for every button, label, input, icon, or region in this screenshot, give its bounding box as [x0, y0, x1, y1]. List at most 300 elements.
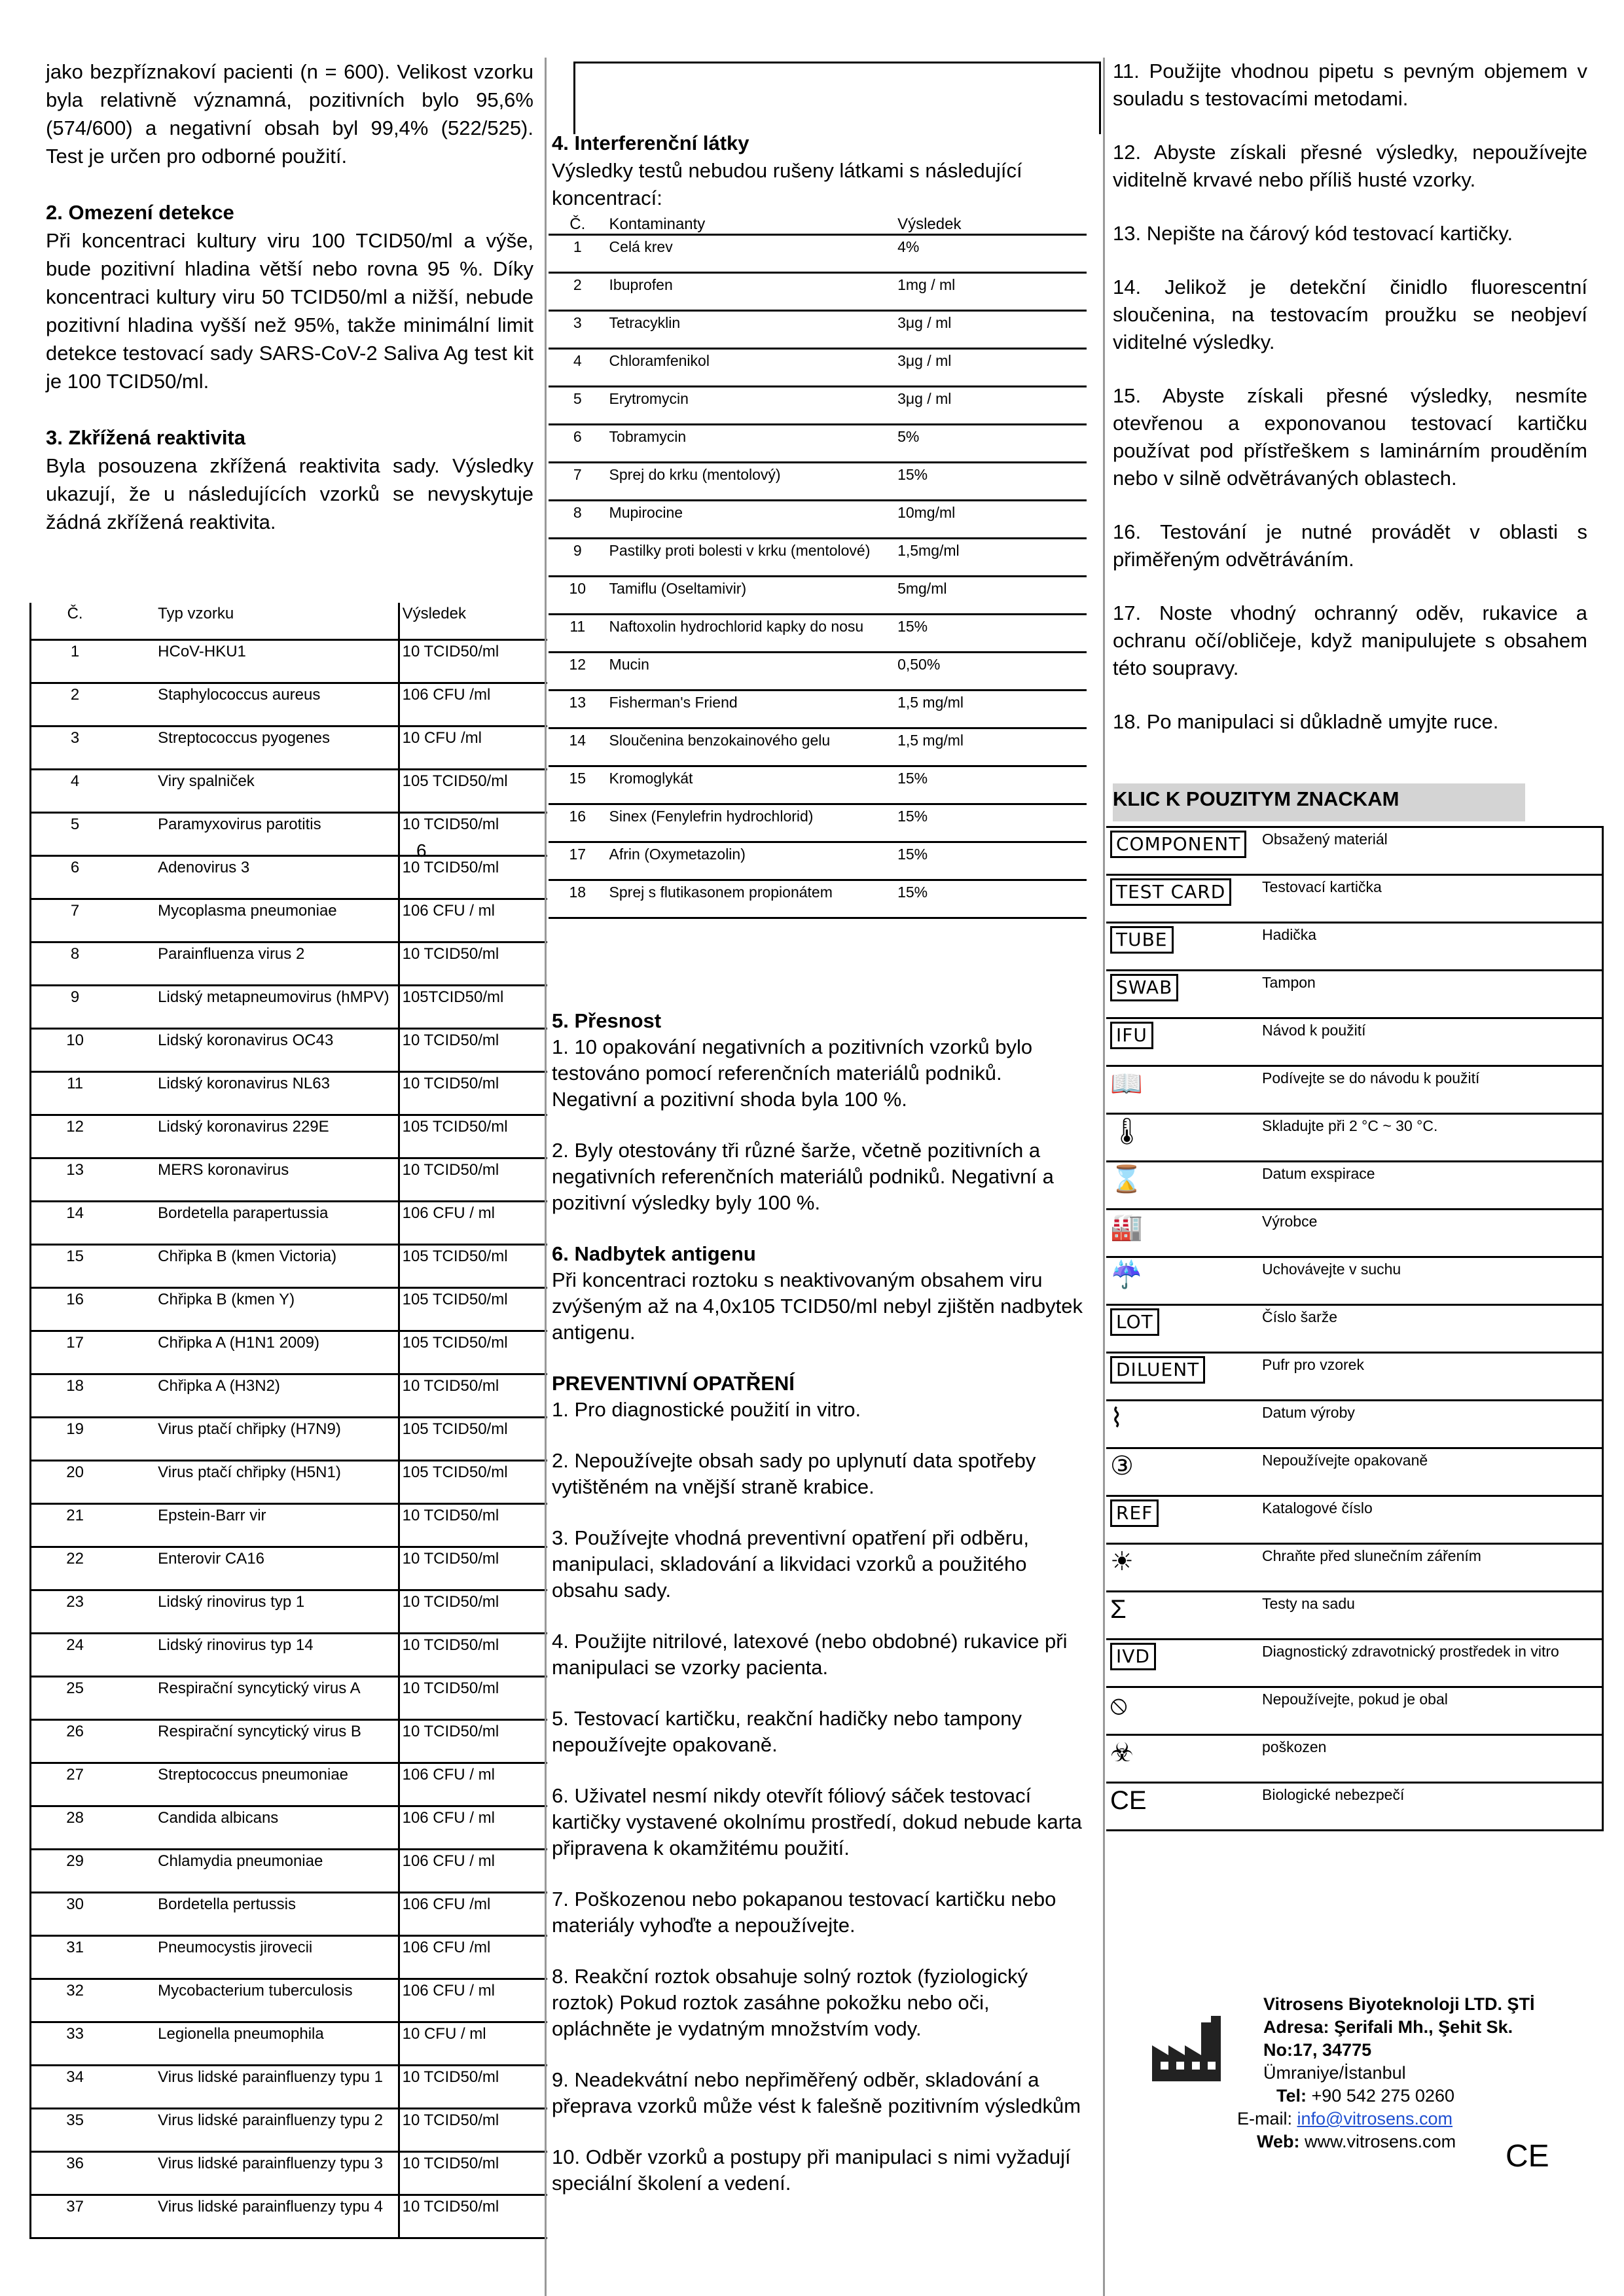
symbol-description: Katalogové číslo: [1258, 1496, 1603, 1544]
table-cell: Pastilky proti bolesti v krku (mentolové): [607, 538, 895, 576]
symbol-row: [1106, 1735, 1603, 1783]
table-row: [31, 1115, 548, 1158]
table-cell: 4: [549, 348, 607, 386]
symbol-cell: [1106, 1114, 1258, 1162]
table-cell: 15: [31, 1244, 156, 1287]
precaution-item: 6. Uživatel nesmí nikdy otevřít fóliový sáček testovací kartičky vystavené okolnímu prostředí, dokud nebude karta připravena k okamžitému použití.: [552, 1784, 1082, 1859]
table-row: [31, 1158, 548, 1201]
table-cell: Adenovirus 3: [155, 855, 399, 899]
table-row: [549, 728, 1087, 766]
table-cell: Parainfluenza virus 2: [155, 942, 399, 985]
table-cell: 31: [31, 1935, 156, 1979]
precaution-item: 3. Používejte vhodná preventivní opatření při odběru, manipulaci, skladování a likvidaci vzorků a použitého obsahu sady.: [552, 1526, 1029, 1602]
symbol-cell: [1106, 1687, 1258, 1735]
section-5-p2: 2. Byly otestovány tři různé šarže, včetně pozitivních a negativních referenčních materiálů podniků. Negativní a pozitivní výsledky byly 100 %.: [552, 1139, 1054, 1214]
symbol-label-box: LOT: [1110, 1308, 1159, 1336]
table-cell: 9: [31, 985, 156, 1028]
table-cell: 29: [31, 1849, 156, 1892]
table-row: [31, 1028, 548, 1071]
symbol-cell: [1106, 1018, 1258, 1066]
factory-icon: 🏭: [1110, 1213, 1143, 1242]
table-row: [31, 2108, 548, 2151]
table-cell: Epstein-Barr vir: [155, 1503, 399, 1547]
table-row: [31, 639, 548, 683]
symbol-label-box: TEST CARD: [1110, 878, 1231, 906]
symbol-label-box: COMPONENT: [1110, 831, 1246, 858]
symbol-row: [1106, 1496, 1603, 1544]
section-5-p1: 1. 10 opakování negativních a pozitivních vzorků bylo testováno pomocí referenčních materiálů podniků. Negativní a pozitivní shoda byla 100 %.: [552, 1035, 1033, 1111]
section-5-title: 5. Přesnost: [552, 1009, 662, 1032]
table-cell: 30: [31, 1892, 156, 1935]
table-cell: Chřipka A (H3N2): [155, 1374, 399, 1417]
cross-reactivity-table: [29, 603, 547, 2239]
symbol-row: [1106, 1018, 1603, 1066]
symbol-description: Datum exspirace: [1258, 1162, 1603, 1210]
section-4-text: Výsledky testů nebudou rušeny látkami s následující koncentrací:: [552, 159, 1022, 209]
table-row: [31, 1244, 548, 1287]
table-row: [549, 690, 1087, 728]
symbol-cell: [1106, 1353, 1258, 1401]
symbol-description: Uchovávejte v suchu: [1258, 1257, 1603, 1305]
table-cell: Virus lidské parainfluenzy typu 3: [155, 2151, 399, 2195]
table-header-row: [549, 216, 1087, 234]
table-cell: HCoV-HKU1: [155, 639, 399, 683]
sun-icon: ☀: [1110, 1547, 1134, 1576]
table-cell: 34: [31, 2065, 156, 2108]
precaution-item: 15. Abyste získali přesné výsledky, nesmíte otevřenou a exponovanou testovací kartičku používat pod přístřeškem s laminárním prouděním nebo v silně odvětrávaných oblastech.: [1113, 384, 1587, 490]
table-cell: 4: [31, 769, 156, 812]
table-row: [31, 1676, 548, 1719]
table-cell: 9: [549, 538, 607, 576]
precaution-item: 8. Reakční roztok obsahuje solný roztok (fyziologický roztok) Pokud roztok zasáhne pokožku nebo oči, opláchněte je vydatným množstvím vody.: [552, 1965, 1028, 2040]
table-row: [31, 2151, 548, 2195]
table-row: [549, 424, 1087, 462]
table-cell: Kromoglykát: [607, 766, 895, 804]
symbol-cell: [1106, 1210, 1258, 1257]
interference-table: [549, 216, 1087, 919]
table-cell: 3μg / ml: [895, 348, 1087, 386]
table-row: [549, 310, 1087, 348]
hourglass-icon: ⌛: [1110, 1165, 1143, 1194]
table-cell: 28: [31, 1806, 156, 1849]
table-row: [31, 683, 548, 726]
table-cell: Ibuprofen: [607, 272, 895, 310]
table-cell: 106 CFU / ml: [399, 1806, 547, 1849]
table-row: [549, 272, 1087, 310]
table-cell: 7: [31, 899, 156, 942]
table-row: [549, 386, 1087, 424]
table-cell: 15%: [895, 462, 1087, 500]
table-cell: Afrin (Oxymetazolin): [607, 842, 895, 880]
column-divider: [545, 58, 547, 2296]
table-cell: 18: [31, 1374, 156, 1417]
company-info: [1237, 1993, 1604, 2153]
table-cell: 105 TCID50/ml: [399, 1417, 547, 1460]
section-6-text: Při koncentraci roztoku s neaktivovaným obsahem viru zvýšeným až na 4,0x105 TCID50/ml nebyl zjištěn nadbytek antigenu.: [552, 1268, 1083, 1344]
table-cell: Tobramycin: [607, 424, 895, 462]
symbol-label-box: TUBE: [1110, 926, 1174, 954]
symbol-row: [1106, 1592, 1603, 1640]
table-cell: 12: [31, 1115, 156, 1158]
table-row: [31, 855, 548, 899]
symbol-cell: [1106, 923, 1258, 971]
symbol-row: [1106, 1305, 1603, 1353]
table-cell: Fisherman's Friend: [607, 690, 895, 728]
table-cell: 3μg / ml: [895, 310, 1087, 348]
tel-label: Tel:: [1276, 2086, 1307, 2106]
symbol-row: [1106, 1210, 1603, 1257]
symbol-description: Chraňte před slunečním zářením: [1258, 1544, 1603, 1592]
precautions-title: PREVENTIVNÍ OPATŘENÍ: [552, 1372, 795, 1395]
symbol-cell: [1106, 1592, 1258, 1640]
table-row: [549, 652, 1087, 690]
symbol-description: Nepoužívejte opakovaně: [1258, 1448, 1603, 1496]
table-cell: 10 TCID50/ml: [399, 1719, 547, 1763]
table-row: [549, 880, 1087, 918]
table-cell: 105 TCID50/ml: [399, 1287, 547, 1331]
table-cell: 10 TCID50/ml: [399, 1590, 547, 1633]
table-cell: 8: [31, 942, 156, 985]
precaution-item: 9. Neadekvátní nebo nepřiměřený odběr, skladování a přeprava vzorků může vést k falešně pozitivním výsledkům: [552, 2068, 1081, 2117]
table-cell: Sprej do krku (mentolový): [607, 462, 895, 500]
table-cell: 106 CFU /ml: [399, 683, 547, 726]
symbol-description: Testovací kartička: [1258, 875, 1603, 923]
table-cell: 0,50%: [895, 652, 1087, 690]
table-cell: Mycobacterium tuberculosis: [155, 1979, 399, 2022]
table-cell: 106 CFU / ml: [399, 1979, 547, 2022]
biohazard-icon: ☣: [1110, 1738, 1134, 1767]
table-row: [549, 614, 1087, 652]
table-cell: 17: [549, 842, 607, 880]
table-row: [31, 1547, 548, 1590]
table-cell: Tamiflu (Oseltamivir): [607, 576, 895, 614]
table-cell: 10: [31, 1028, 156, 1071]
symbol-row: [1106, 1257, 1603, 1305]
symbol-row: [1106, 1066, 1603, 1114]
symbol-description: Tampon: [1258, 971, 1603, 1018]
address-label: Adresa:: [1263, 2017, 1329, 2037]
section-6-title: 6. Nadbytek antigenu: [552, 1242, 756, 1265]
symbol-cell: [1106, 1544, 1258, 1592]
table-cell: Celá krev: [607, 234, 895, 272]
column-right: [1113, 58, 1587, 762]
table-row: [31, 942, 548, 985]
table-row: [31, 1979, 548, 2022]
precaution-item: 17. Noste vhodný ochranný oděv, rukavice a ochranu očí/obličeje, když manipulujete s obsahem této soupravy.: [1113, 601, 1587, 679]
table-cell: Virus ptačí chřipky (H5N1): [155, 1460, 399, 1503]
table-cell: 105 TCID50/ml: [399, 1244, 547, 1287]
table-cell: Chřipka B (kmen Y): [155, 1287, 399, 1331]
table-cell: 1mg / ml: [895, 272, 1087, 310]
do-not-reuse-icon: ③: [1110, 1452, 1134, 1480]
table-cell: 10 TCID50/ml: [399, 2151, 547, 2195]
table-cell: Virus lidské parainfluenzy typu 4: [155, 2195, 399, 2238]
table-cell: Typ vzorku: [155, 603, 399, 639]
table-cell: Lidský metapneumovirus (hMPV): [155, 985, 399, 1028]
table-cell: Č.: [31, 603, 156, 639]
section-3-text: Byla posouzena zkřížená reaktivita sady. Výsledky ukazují, že u následujících vzorků se nevyskytuje žádná zkřížená reaktivita.: [46, 454, 533, 533]
intro-paragraph: jako bezpříznakoví pacienti (n = 600). Velikost vzorku byla relativně významná, pozitivních bylo 95,6% (574/600) a negativní obsah byl 99,4% (522/525). Test je určen pro odborné použití.: [46, 60, 533, 168]
symbol-description: Číslo šarže: [1258, 1305, 1603, 1353]
table-cell: 10 TCID50/ml: [399, 2065, 547, 2108]
table-cell: 5%: [895, 424, 1087, 462]
table-cell: 8: [549, 500, 607, 538]
table-row: [31, 1417, 548, 1460]
table-cell: Respirační syncytický virus A: [155, 1676, 399, 1719]
table-row: [549, 766, 1087, 804]
symbol-cell: [1106, 1640, 1258, 1687]
table-cell: 10 TCID50/ml: [399, 2195, 547, 2238]
precaution-item: 4. Použijte nitrilové, latexové (nebo obdobné) rukavice při manipulaci se vzorky pacienta.: [552, 1630, 1068, 1679]
umbrella-icon: ☔: [1110, 1261, 1143, 1289]
table-cell: 10 TCID50/ml: [399, 1503, 547, 1547]
email-link[interactable]: info@vitrosens.com: [1297, 2109, 1453, 2128]
table-cell: Virus lidské parainfluenzy typu 1: [155, 2065, 399, 2108]
table-cell: 105TCID50/ml: [399, 985, 547, 1028]
table-cell: 106 CFU / ml: [399, 899, 547, 942]
column-middle: [552, 130, 1089, 212]
table-cell: Chloramfenikol: [607, 348, 895, 386]
table-cell: Pneumocystis jirovecii: [155, 1935, 399, 1979]
table-cell: 27: [31, 1763, 156, 1806]
table-cell: 10 TCID50/ml: [399, 2108, 547, 2151]
table-cell: Mycoplasma pneumoniae: [155, 899, 399, 942]
table-row: [31, 985, 548, 1028]
table-cell: 5: [31, 812, 156, 855]
table-cell: Chlamydia pneumoniae: [155, 1849, 399, 1892]
table-cell: 10 TCID50/ml: [399, 812, 547, 855]
table-cell: 10mg/ml: [895, 500, 1087, 538]
table-cell: Lidský rinovirus typ 1: [155, 1590, 399, 1633]
table-cell: 36: [31, 2151, 156, 2195]
table-cell: 13: [549, 690, 607, 728]
table-cell: 35: [31, 2108, 156, 2151]
table-row: [31, 1503, 548, 1547]
table-row: [31, 1287, 548, 1331]
table-cell: 26: [31, 1719, 156, 1763]
table-cell: 20: [31, 1460, 156, 1503]
table-cell: 4%: [895, 234, 1087, 272]
symbol-row: [1106, 1640, 1603, 1687]
symbol-cell: [1106, 1162, 1258, 1210]
table-cell: 24: [31, 1633, 156, 1676]
column-left: [46, 58, 533, 536]
table-cell: Naftoxolin hydrochlorid kapky do nosu: [607, 614, 895, 652]
table-cell: Legionella pneumophila: [155, 2022, 399, 2065]
table-cell: 11: [31, 1071, 156, 1115]
table-cell: 106 CFU / ml: [399, 1849, 547, 1892]
table-row: [549, 234, 1087, 272]
table-row: [31, 1633, 548, 1676]
symbol-description: Pufr pro vzorek: [1258, 1353, 1603, 1401]
table-cell: 23: [31, 1590, 156, 1633]
table-cell: 105 TCID50/ml: [399, 769, 547, 812]
section-4-title: 4. Interferenční látky: [552, 132, 749, 154]
table-row: [549, 842, 1087, 880]
symbol-label-box: DILUENT: [1110, 1356, 1205, 1384]
table-cell: 25: [31, 1676, 156, 1719]
table-cell: 33: [31, 2022, 156, 2065]
table-cell: Výsledek: [895, 216, 1087, 234]
precaution-item: 10. Odběr vzorků a postupy při manipulaci s nimi vyžadují speciální školení a vedení.: [552, 2145, 1071, 2195]
table-cell: 7: [549, 462, 607, 500]
factory-icon: [1149, 2013, 1234, 2085]
precaution-item: 2. Nepoužívejte obsah sady po uplynutí data spotřeby vytištěném na vnější straně krabice.: [552, 1449, 1036, 1498]
table-cell: Sprej s flutikasonem propionátem: [607, 880, 895, 918]
table-cell: Sloučenina benzokainového gelu: [607, 728, 895, 766]
symbol-description: Diagnostický zdravotnický prostředek in vitro: [1258, 1640, 1603, 1687]
table-cell: 15%: [895, 804, 1087, 842]
table-cell: 10 TCID50/ml: [399, 942, 547, 985]
table-cell: 10 TCID50/ml: [399, 1633, 547, 1676]
table-row: [31, 1849, 548, 1892]
table-cell: 10 TCID50/ml: [399, 855, 547, 899]
table-cell: Č.: [549, 216, 607, 234]
table-cell: 14: [549, 728, 607, 766]
table-row: [549, 348, 1087, 386]
table-cell: Mupirocine: [607, 500, 895, 538]
table-row: [31, 2022, 548, 2065]
table-row: [31, 769, 548, 812]
table-cell: 10 TCID50/ml: [399, 1374, 547, 1417]
table-cell: 1,5mg/ml: [895, 538, 1087, 576]
symbol-row: [1106, 1783, 1603, 1831]
table-cell: 5mg/ml: [895, 576, 1087, 614]
table-cell: 15: [549, 766, 607, 804]
symbol-description: Podívejte se do návodu k použití: [1258, 1066, 1603, 1114]
symbol-row: [1106, 1544, 1603, 1592]
table-row: [31, 1201, 548, 1244]
table-cell: 106 CFU / ml: [399, 1763, 547, 1806]
precaution-item: 14. Jelikož je detekční činidlo fluorescentní sloučenina, na testovacím proužku se neobjeví viditelné výsledky.: [1113, 276, 1587, 353]
table-cell: 15%: [895, 614, 1087, 652]
precaution-item: 18. Po manipulaci si důkladně umyjte ruce.: [1113, 710, 1499, 733]
table-row: [31, 1892, 548, 1935]
column-divider: [1103, 58, 1105, 2296]
table-row: [31, 726, 548, 769]
table-row: [549, 804, 1087, 842]
symbol-row: [1106, 875, 1603, 923]
table-cell: Kontaminanty: [607, 216, 895, 234]
symbols-title: KLIC K POUZITYM ZNACKAM: [1113, 783, 1525, 821]
address: Şerifali Mh., Şehit Sk.: [1334, 2017, 1513, 2037]
symbol-row: [1106, 1353, 1603, 1401]
symbol-cell: [1106, 1257, 1258, 1305]
symbol-row: [1106, 1162, 1603, 1210]
table-row: [31, 1460, 548, 1503]
table-cell: 10 TCID50/ml: [399, 1547, 547, 1590]
table-cell: 5: [549, 386, 607, 424]
precaution-item: 7. Poškozenou nebo pokapanou testovací kartičku nebo materiály vyhoďte a nepoužívejte.: [552, 1888, 1056, 1937]
symbol-cell: [1106, 827, 1258, 875]
symbol-row: [1106, 1401, 1603, 1448]
symbol-description: Návod k použití: [1258, 1018, 1603, 1066]
symbol-cell: [1106, 1783, 1258, 1831]
table-cell: MERS koronavirus: [155, 1158, 399, 1201]
table-cell: 105 TCID50/ml: [399, 1460, 547, 1503]
table-cell: Chřipka A (H1N1 2009): [155, 1331, 399, 1374]
table-cell: 16: [31, 1287, 156, 1331]
table-row: [31, 1331, 548, 1374]
table-cell: 1: [31, 639, 156, 683]
table-cell: 10 TCID50/ml: [399, 1028, 547, 1071]
table-cell: 12: [549, 652, 607, 690]
table-cell: Bordetella parapertussia: [155, 1201, 399, 1244]
table-cell: 6: [31, 855, 156, 899]
table-cell: 10: [549, 576, 607, 614]
table-cell: Lidský koronavirus NL63: [155, 1071, 399, 1115]
table-cell: 2: [31, 683, 156, 726]
table-row: [31, 899, 548, 942]
symbol-row: [1106, 923, 1603, 971]
table-row: [31, 1719, 548, 1763]
email-label: E-mail:: [1237, 2109, 1293, 2128]
symbol-description: Hadička: [1258, 923, 1603, 971]
table-cell: Candida albicans: [155, 1806, 399, 1849]
symbols-table: [1106, 826, 1604, 1831]
thermometer-icon: 🌡: [1110, 1117, 1144, 1146]
tel: +90 542 275 0260: [1311, 2086, 1454, 2106]
symbol-cell: [1106, 1305, 1258, 1353]
section-2-title: 2. Omezení detekce: [46, 201, 234, 224]
damaged-package-icon: ⦸: [1110, 1691, 1128, 1719]
table-row: [549, 576, 1087, 614]
table-row: [31, 2065, 548, 2108]
table-cell: Bordetella pertussis: [155, 1892, 399, 1935]
table-cell: 22: [31, 1547, 156, 1590]
table-cell: 37: [31, 2195, 156, 2238]
symbol-cell: [1106, 1066, 1258, 1114]
symbol-row: [1106, 1448, 1603, 1496]
table-cell: Enterovir CA16: [155, 1547, 399, 1590]
table-cell: Paramyxovirus parotitis: [155, 812, 399, 855]
table-cell: 106 CFU /ml: [399, 1892, 547, 1935]
company-name: Vitrosens Biyoteknoloji LTD. ŞTİ: [1263, 1994, 1535, 2014]
ce-mark-icon: CE: [1506, 2139, 1549, 2174]
table-cell: Chřipka B (kmen Victoria): [155, 1244, 399, 1287]
table-cell: 10 CFU / ml: [399, 2022, 547, 2065]
table-cell: Streptococcus pneumoniae: [155, 1763, 399, 1806]
table-cell: 3: [549, 310, 607, 348]
symbol-label-box: SWAB: [1110, 974, 1178, 1001]
symbol-row: [1106, 827, 1603, 875]
table-cell: 106 CFU /ml: [399, 1935, 547, 1979]
section-2-text: Při koncentraci kultury viru 100 TCID50/ml a výše, bude pozitivní hladina větší nebo rovna 95 %. Díky koncentraci kultury viru 50 TCID50/ml a nižší, nebude pozitivní hladina vyšší než 95%, takže minimální limit detekce testovací sady SARS-CoV-2 Saliva Ag test kit je 100 TCID50/ml.: [46, 229, 533, 393]
table-cell: 14: [31, 1201, 156, 1244]
symbol-label-box: IFU: [1110, 1022, 1153, 1049]
column-middle-lower: [552, 1008, 1089, 2221]
symbol-cell: [1106, 1401, 1258, 1448]
table-cell: Viry spalniček: [155, 769, 399, 812]
table-cell: Tetracyklin: [607, 310, 895, 348]
table-cell: 10 TCID50/ml: [399, 1676, 547, 1719]
precaution-item: 16. Testování je nutné provádět v oblasti s přiměřeným odvětráváním.: [1113, 520, 1587, 571]
table-cell: 17: [31, 1331, 156, 1374]
table-cell: Mucin: [607, 652, 895, 690]
table-cell: 15%: [895, 880, 1087, 918]
header-box: [573, 62, 1101, 134]
symbol-row: [1106, 971, 1603, 1018]
table-row: [31, 2195, 548, 2238]
table-cell: Staphylococcus aureus: [155, 683, 399, 726]
section-3-title: 3. Zkřížená reaktivita: [46, 426, 245, 449]
precaution-item: 5. Testovací kartičku, reakční hadičky nebo tampony nepoužívejte opakovaně.: [552, 1707, 1022, 1756]
table-cell: Streptococcus pyogenes: [155, 726, 399, 769]
table-cell: 3: [31, 726, 156, 769]
symbol-cell: [1106, 1496, 1258, 1544]
table-cell: 1,5 mg/ml: [895, 690, 1087, 728]
table-row: [31, 1374, 548, 1417]
